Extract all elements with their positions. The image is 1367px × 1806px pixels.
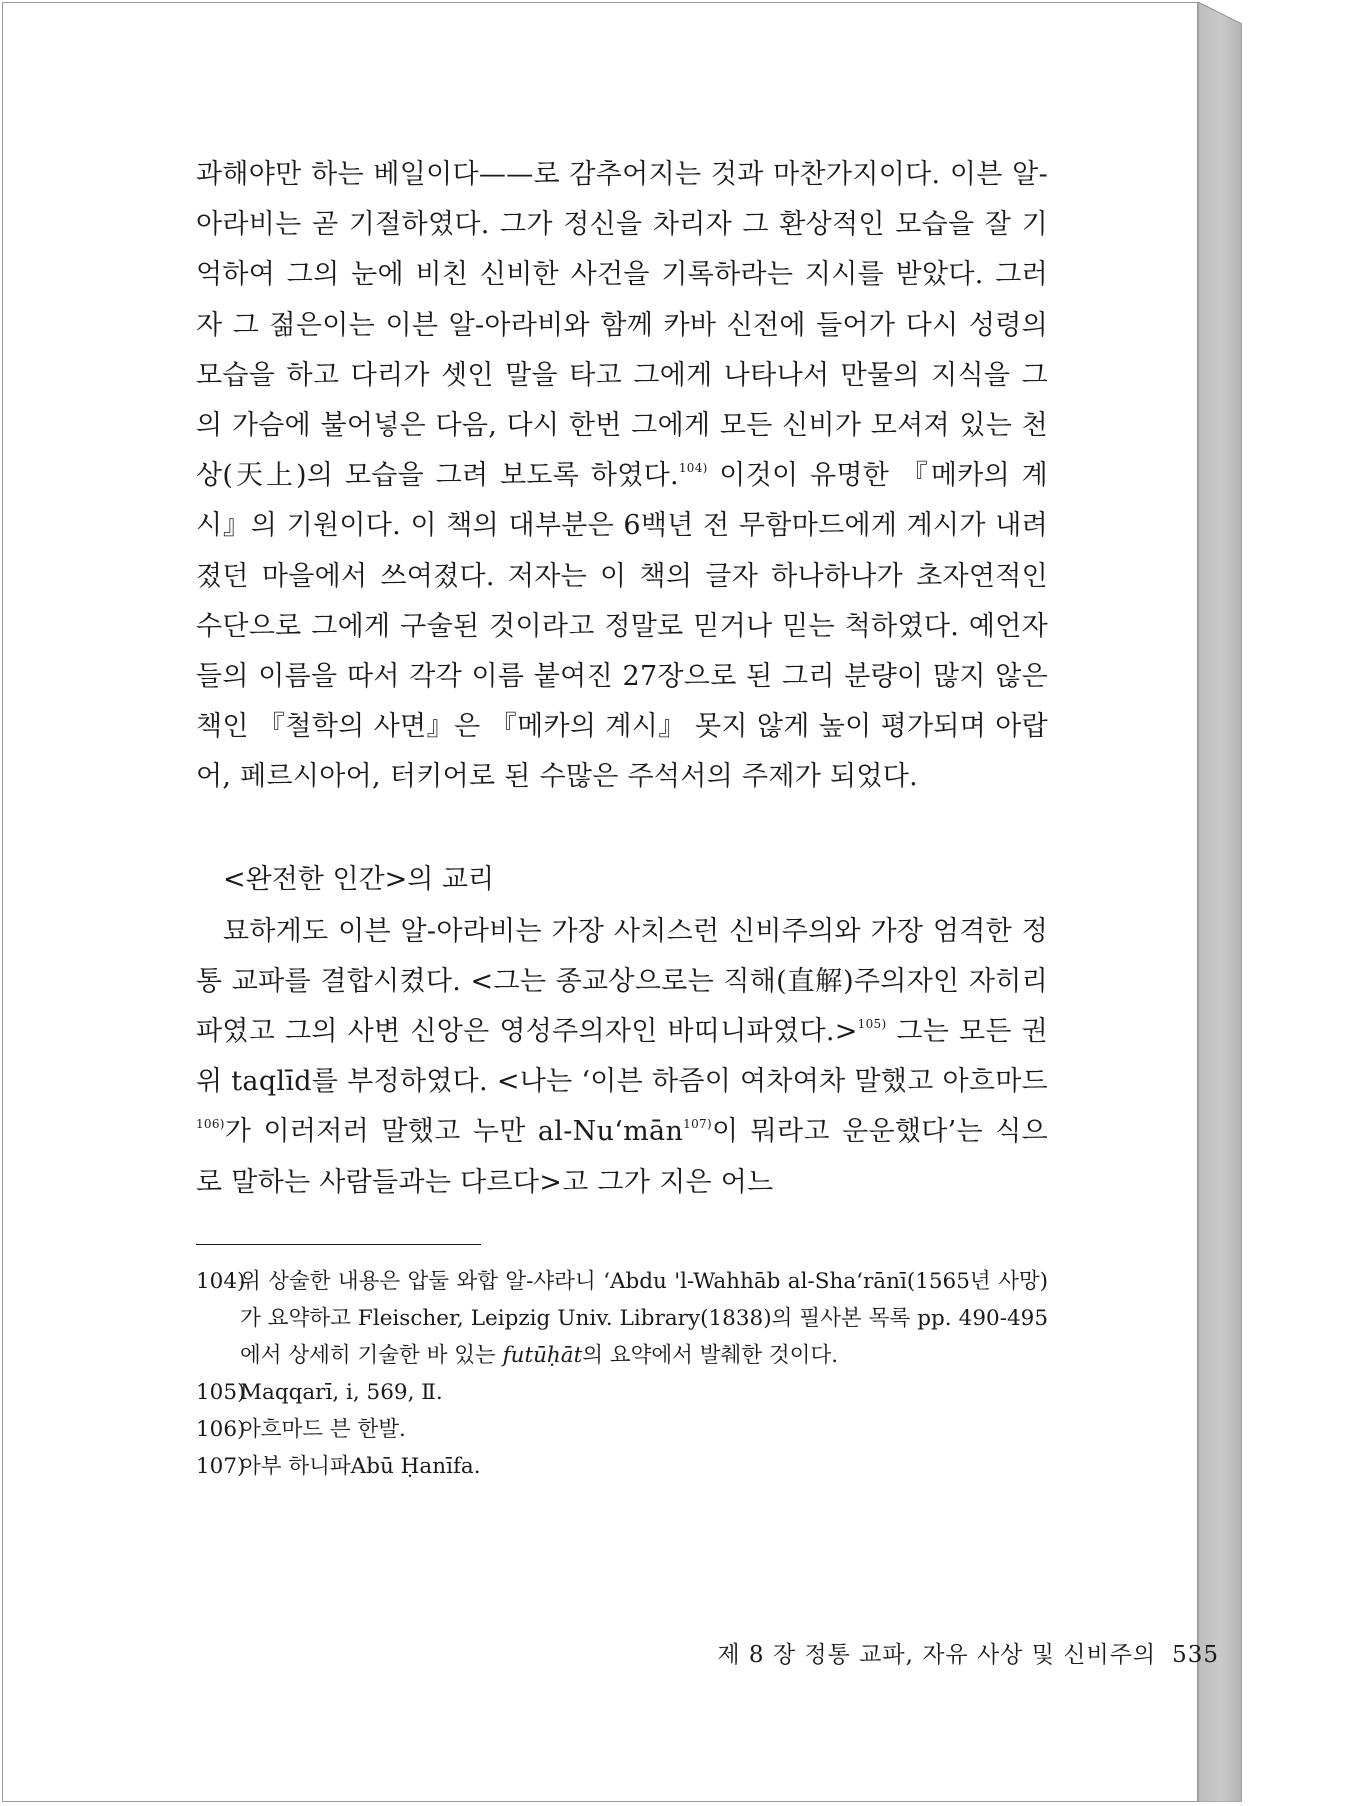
running-footer [717, 1636, 1219, 1669]
footnote-ref-107: 107) [683, 1117, 712, 1132]
paragraph-2-text-d: 이 뭐라고 운운했다’는 식으로 말하는 사람들과는 다르다>고 그가 지은 어느 [196, 1116, 1049, 1198]
footnote-number: 104) [196, 1268, 246, 1294]
footnote-item [196, 1374, 1048, 1411]
section-text [196, 907, 1048, 1208]
book-edge [1198, 2, 1242, 1802]
paragraph-2-text-a: 묘하게도 이븐 알-아라비는 가장 사치스런 신비주의와 가장 엄격한 정통 교파를 결합시켰다. <그는 종교상으로는 직해(直解)주의자인 자히리파였고 그의 사변 신앙은 영성주의자인 바띠니파였다.> [196, 915, 1048, 1048]
footnote-text: 아부 하니파Abū Ḥanīfa. [240, 1453, 481, 1479]
chapter-title: 제 8 장 정통 교파, 자유 사상 및 신비주의 [717, 1642, 1157, 1668]
paragraph-2 [196, 907, 1048, 1208]
footnotes [196, 1263, 1048, 1485]
footnote-item [196, 1263, 1048, 1374]
footnote-text: Maqqarī, i, 569, Ⅱ. [240, 1379, 443, 1405]
page-number: 535 [1172, 1642, 1219, 1668]
section-heading: <완전한 인간>의 교리 [223, 863, 495, 895]
paragraph-1-text-a: 과해야만 하는 베일이다——로 감추어지는 것과 마찬가지이다. 이븐 알-아라비는 곧 기절하였다. 그가 정신을 차리자 그 환상적인 모습을 잘 기억하여 그의 눈에 비친 신비한 사건을 기록하라는 지시를 받았다. 그러자 그 젊은이는 이븐 알-아라비와 함께 카바 신전에 들어가 다시 성령의 모습을 하고 다리가 셋인 말을 타고 그에게 나타나서 만물의 지식을 그의 가슴에 불어넣은 다음, 다시 한번 그에게 모든 신비가 모셔져 있는 천상(天上)의 모습을 그려 보도록 하였다. [196, 159, 1048, 492]
paragraph-2-text-b: 그는 모든 권위 taqlīd를 부정하였다. <나는 ‘이븐 하즘이 여차여차 말했고 아흐마드 [196, 1016, 1049, 1098]
footnote-ref-105: 105) [857, 1017, 887, 1032]
footnote-italic: futūḥāt [502, 1342, 583, 1368]
footnote-number: 105) [196, 1379, 246, 1405]
footnote-ref-106: 106) [196, 1117, 225, 1132]
footnote-item [196, 1411, 1048, 1448]
footnote-number: 107) [196, 1453, 246, 1479]
footnote-text-a: 위 상술한 내용은 압둘 와합 알-샤라니 ‘Abdu 'l-Wahhāb al-Sha‘rānī(1565년 사망)가 요약하고 Fleischer, Leipzig Univ. Library(1838)의 필사본 목록 pp. 490-495에서 상세히 기술한 바 있는 [240, 1268, 1048, 1368]
footnote-text: 아흐마드 븐 한발. [240, 1416, 406, 1442]
footnote-item [196, 1448, 1048, 1485]
footnote-number: 106) [196, 1416, 246, 1442]
paragraph-1 [196, 150, 1048, 803]
footnote-text [240, 1263, 1048, 1374]
page-content [196, 150, 1048, 1485]
footnote-divider [196, 1244, 481, 1245]
footnote-ref-104: 104) [678, 461, 708, 476]
paragraph-2-text-c: 가 이러저러 말했고 누만 al-Nu‘mān [224, 1116, 684, 1148]
footnote-text-b: 의 요약에서 발췌한 것이다. [582, 1342, 839, 1368]
paragraph-1-text-b: 이것이 유명한 『메카의 계시』의 기원이다. 이 책의 대부분은 6백년 전 무함마드에게 계시가 내려졌던 마을에서 쓰여졌다. 저자는 이 책의 글자 하나하나가 초자연적인 수단으로 그에게 구술된 것이라고 정말로 믿거나 믿는 척하였다. 예언자들의 이름을 따서 각각 이름 붙여진 27장으로 된 그리 분량이 많지 않은 책인 『철학의 사면』은 『메카의 계시』 못지 않게 높이 평가되며 아랍어, 페르시아어, 터키어로 된 수많은 주석서의 주제가 되었다. [196, 460, 1048, 793]
main-text [196, 150, 1048, 803]
